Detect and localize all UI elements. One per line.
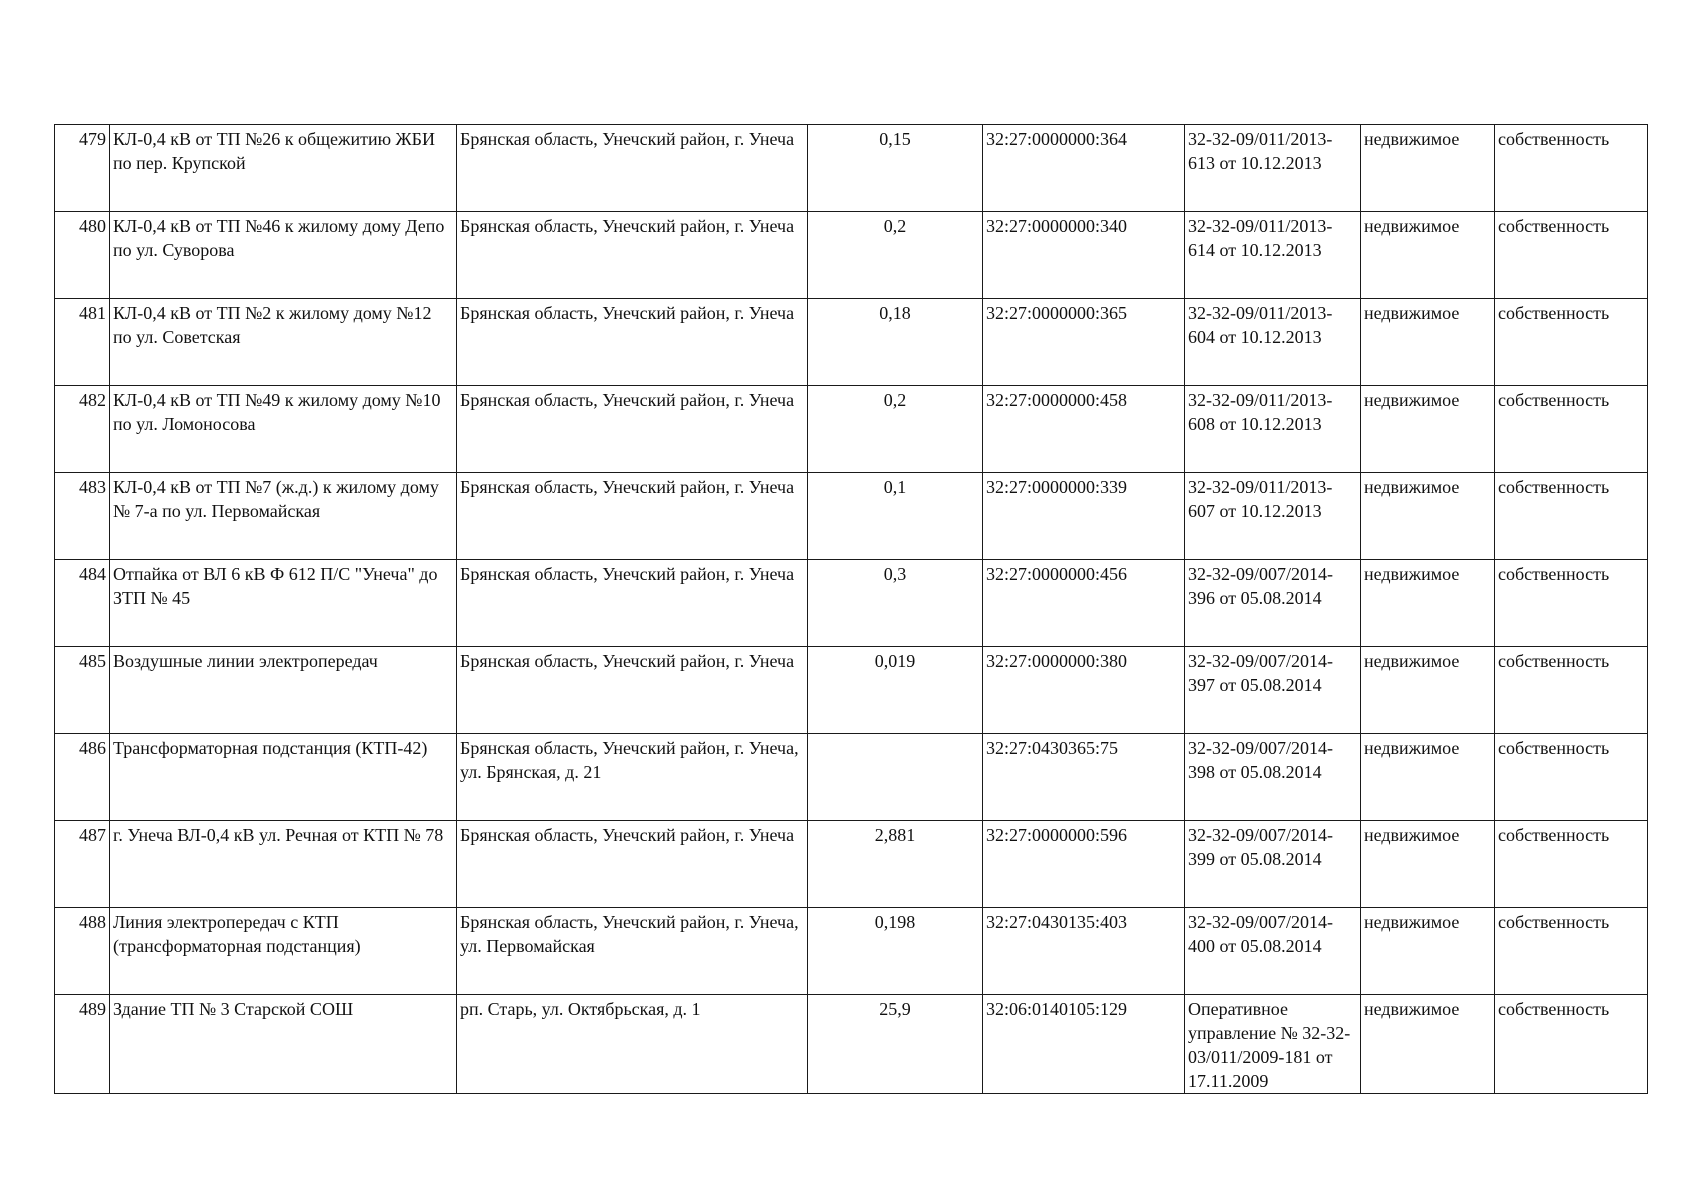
row-number: 482	[55, 386, 110, 473]
object-address: Брянская область, Унечский район, г. Унеча	[457, 125, 808, 212]
object-address: Брянская область, Унечский район, г. Унеча	[457, 473, 808, 560]
row-number: 488	[55, 908, 110, 995]
object-name: Здание ТП № 3 Старской СОШ	[110, 995, 457, 1094]
table-row	[55, 560, 1648, 647]
ownership-right: собственность	[1495, 386, 1648, 473]
table-row	[55, 647, 1648, 734]
registration-record: Оперативное управление № 32-32-03/011/2009-181 от 17.11.2009	[1185, 995, 1361, 1094]
object-name: Трансформаторная подстанция (КТП-42)	[110, 734, 457, 821]
cadastral-number: 32:27:0430365:75	[983, 734, 1185, 821]
cadastral-number: 32:27:0000000:596	[983, 821, 1185, 908]
table-row	[55, 299, 1648, 386]
object-length: 0,1	[808, 473, 983, 560]
row-number: 487	[55, 821, 110, 908]
object-length: 25,9	[808, 995, 983, 1094]
cadastral-number: 32:27:0000000:364	[983, 125, 1185, 212]
property-type: недвижимое	[1361, 212, 1495, 299]
object-address: Брянская область, Унечский район, г. Унеча, ул. Брянская, д. 21	[457, 734, 808, 821]
object-length: 2,881	[808, 821, 983, 908]
object-name: КЛ-0,4 кВ от ТП №49 к жилому дому №10 по ул. Ломоносова	[110, 386, 457, 473]
row-number: 483	[55, 473, 110, 560]
object-name: Воздушные линии электропередач	[110, 647, 457, 734]
table-row	[55, 908, 1648, 995]
property-type: недвижимое	[1361, 560, 1495, 647]
property-registry-table	[54, 124, 1648, 1094]
table-row	[55, 212, 1648, 299]
object-length: 0,2	[808, 386, 983, 473]
row-number: 479	[55, 125, 110, 212]
table-row	[55, 821, 1648, 908]
cadastral-number: 32:27:0000000:340	[983, 212, 1185, 299]
property-type: недвижимое	[1361, 386, 1495, 473]
registration-record: 32-32-09/011/2013-613 от 10.12.2013	[1185, 125, 1361, 212]
row-number: 485	[55, 647, 110, 734]
object-address: рп. Старь, ул. Октябрьская, д. 1	[457, 995, 808, 1094]
object-length: 0,019	[808, 647, 983, 734]
ownership-right: собственность	[1495, 734, 1648, 821]
table-row	[55, 995, 1648, 1094]
object-name: г. Унеча ВЛ-0,4 кВ ул. Речная от КТП № 78	[110, 821, 457, 908]
object-name: КЛ-0,4 кВ от ТП №26 к общежитию ЖБИ по пер. Крупской	[110, 125, 457, 212]
object-name: КЛ-0,4 кВ от ТП №7 (ж.д.) к жилому дому № 7-а по ул. Первомайская	[110, 473, 457, 560]
registration-record: 32-32-09/011/2013-614 от 10.12.2013	[1185, 212, 1361, 299]
property-type: недвижимое	[1361, 908, 1495, 995]
row-number: 489	[55, 995, 110, 1094]
object-length: 0,15	[808, 125, 983, 212]
registration-record: 32-32-09/007/2014-397 от 05.08.2014	[1185, 647, 1361, 734]
ownership-right: собственность	[1495, 125, 1648, 212]
ownership-right: собственность	[1495, 908, 1648, 995]
ownership-right: собственность	[1495, 560, 1648, 647]
ownership-right: собственность	[1495, 473, 1648, 560]
registration-record: 32-32-09/007/2014-396 от 05.08.2014	[1185, 560, 1361, 647]
object-address: Брянская область, Унечский район, г. Унеча	[457, 647, 808, 734]
registration-record: 32-32-09/011/2013-608 от 10.12.2013	[1185, 386, 1361, 473]
object-length: 0,2	[808, 212, 983, 299]
property-type: недвижимое	[1361, 995, 1495, 1094]
object-address: Брянская область, Унечский район, г. Унеча	[457, 821, 808, 908]
object-name: КЛ-0,4 кВ от ТП №46 к жилому дому Депо по ул. Суворова	[110, 212, 457, 299]
object-name: Линия электропередач с КТП (трансформаторная подстанция)	[110, 908, 457, 995]
ownership-right: собственность	[1495, 821, 1648, 908]
ownership-right: собственность	[1495, 299, 1648, 386]
ownership-right: собственность	[1495, 212, 1648, 299]
row-number: 480	[55, 212, 110, 299]
object-length	[808, 734, 983, 821]
ownership-right: собственность	[1495, 995, 1648, 1094]
cadastral-number: 32:06:0140105:129	[983, 995, 1185, 1094]
registration-record: 32-32-09/011/2013-607 от 10.12.2013	[1185, 473, 1361, 560]
object-address: Брянская область, Унечский район, г. Унеча	[457, 212, 808, 299]
cadastral-number: 32:27:0000000:380	[983, 647, 1185, 734]
registration-record: 32-32-09/007/2014-400 от 05.08.2014	[1185, 908, 1361, 995]
object-length: 0,3	[808, 560, 983, 647]
cadastral-number: 32:27:0000000:458	[983, 386, 1185, 473]
registration-record: 32-32-09/007/2014-399 от 05.08.2014	[1185, 821, 1361, 908]
property-type: недвижимое	[1361, 299, 1495, 386]
object-length: 0,198	[808, 908, 983, 995]
cadastral-number: 32:27:0000000:456	[983, 560, 1185, 647]
row-number: 484	[55, 560, 110, 647]
cadastral-number: 32:27:0000000:339	[983, 473, 1185, 560]
object-address: Брянская область, Унечский район, г. Унеча	[457, 560, 808, 647]
object-name: Отпайка от ВЛ 6 кВ Ф 612 П/С "Унеча" до ЗТП № 45	[110, 560, 457, 647]
property-type: недвижимое	[1361, 821, 1495, 908]
ownership-right: собственность	[1495, 647, 1648, 734]
cadastral-number: 32:27:0430135:403	[983, 908, 1185, 995]
property-type: недвижимое	[1361, 125, 1495, 212]
object-address: Брянская область, Унечский район, г. Унеча	[457, 299, 808, 386]
object-name: КЛ-0,4 кВ от ТП №2 к жилому дому №12 по ул. Советская	[110, 299, 457, 386]
property-type: недвижимое	[1361, 734, 1495, 821]
table-row	[55, 734, 1648, 821]
table-row	[55, 125, 1648, 212]
object-length: 0,18	[808, 299, 983, 386]
table-row	[55, 386, 1648, 473]
object-address: Брянская область, Унечский район, г. Унеча	[457, 386, 808, 473]
property-type: недвижимое	[1361, 473, 1495, 560]
object-address: Брянская область, Унечский район, г. Унеча, ул. Первомайская	[457, 908, 808, 995]
row-number: 486	[55, 734, 110, 821]
cadastral-number: 32:27:0000000:365	[983, 299, 1185, 386]
registration-record: 32-32-09/011/2013-604 от 10.12.2013	[1185, 299, 1361, 386]
property-type: недвижимое	[1361, 647, 1495, 734]
row-number: 481	[55, 299, 110, 386]
table-row	[55, 473, 1648, 560]
registration-record: 32-32-09/007/2014-398 от 05.08.2014	[1185, 734, 1361, 821]
